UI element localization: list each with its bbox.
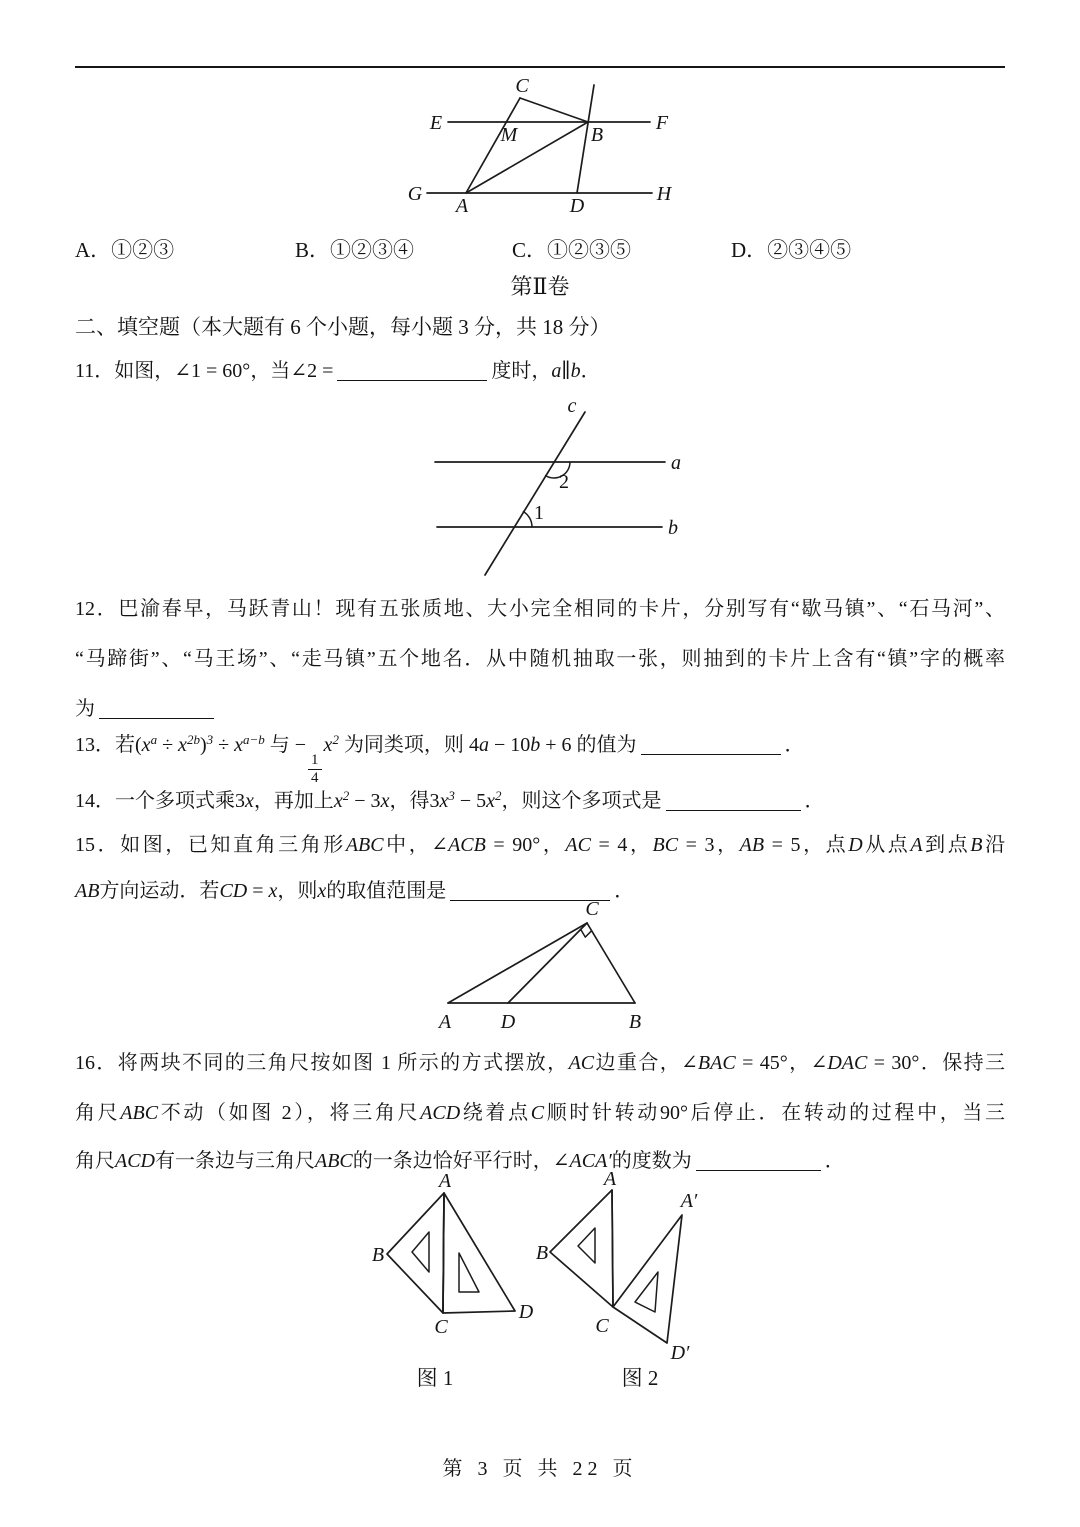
question-15-text-line1: [75, 830, 1005, 860]
question16-figures: [340, 1168, 760, 1410]
text-segment: = 3: [678, 834, 715, 856]
text-segment: 沿: [982, 834, 1006, 856]
text-segment: ABC: [345, 834, 384, 856]
text-segment: D: [848, 834, 863, 856]
text-segment: ，: [714, 834, 740, 856]
text-segment: 的一条边恰好平行时，: [352, 1150, 553, 1172]
line-label-b: b: [668, 517, 678, 539]
text-segment: B: [970, 834, 983, 856]
question-16-text-line1: [75, 1048, 1005, 1078]
text-segment: x: [317, 880, 327, 902]
text-segment: 12．巴渝春早，马跃青山！现有五张质地、大小完全相同的卡片，分别写有“歇马镇”、“石马河”、: [75, 598, 1005, 620]
option-d-value: ②③④⑤: [767, 238, 852, 262]
option-a-value: ①②③: [111, 238, 175, 262]
header-rule: [75, 66, 1005, 68]
fig2-point-label-C: C: [595, 1315, 609, 1337]
text-segment: 3: [206, 732, 214, 747]
text-segment: = 90°: [485, 834, 541, 856]
text-segment: ，得: [389, 790, 430, 812]
text-segment: 2: [342, 788, 350, 803]
text-segment: a: [150, 732, 158, 747]
point-label-C: C: [585, 898, 599, 920]
text-segment: 为同类项，则: [338, 734, 469, 756]
text-segment: ，当: [250, 360, 291, 382]
text-segment: b: [530, 734, 541, 756]
option-d: [731, 236, 851, 264]
text-segment: AB: [75, 880, 100, 902]
text-segment: AB: [739, 834, 765, 856]
point-label-A: A: [438, 1011, 452, 1033]
text-segment: ∠2 =: [290, 360, 334, 382]
text-segment: b: [570, 360, 581, 382]
text-segment: x: [323, 734, 333, 756]
text-segment: 4: [468, 734, 479, 756]
text-segment: − 5: [454, 790, 487, 812]
fig2-point-label-B: B: [535, 1242, 549, 1264]
text-segment: 11．如图，: [75, 360, 175, 382]
point-label-D: D: [500, 1011, 516, 1033]
text-segment: 13．若: [75, 734, 135, 756]
text-segment: 到点: [922, 834, 971, 856]
text-segment: 后停止．在转动的过程中，当三: [687, 1102, 1006, 1124]
text-segment: x: [234, 734, 243, 756]
fraction: [308, 752, 322, 788]
text-segment: 的取值范围是: [326, 880, 447, 902]
text-segment: BAC: [697, 1052, 736, 1074]
question-12-text-line1: [75, 594, 1005, 624]
text-segment: x: [333, 790, 343, 812]
text-segment: 90°: [659, 1102, 688, 1124]
text-segment: x: [486, 790, 496, 812]
text-segment: ，则: [277, 880, 318, 902]
text-segment: ACD: [420, 1102, 461, 1124]
fig1-point-label-D: D: [518, 1301, 534, 1323]
text-segment: 3: [448, 788, 455, 803]
question-16-text-line2: [75, 1098, 1005, 1128]
text-segment: = 45°: [735, 1052, 788, 1074]
text-segment: 为: [75, 698, 95, 720]
text-segment: =: [247, 880, 269, 902]
point-label-C: C: [515, 75, 529, 97]
section-title: 第Ⅱ卷: [510, 274, 570, 299]
text-segment: x: [178, 734, 187, 756]
text-segment: 不动（如图 2），将三角尺: [158, 1102, 421, 1124]
fig1-point-label-B: B: [371, 1244, 385, 1266]
text-segment: 15．如图，已知直角三角形: [75, 834, 346, 856]
text-segment: 顺时针转动: [544, 1102, 660, 1124]
line-label-c: c: [567, 395, 577, 417]
text-segment: 从点: [862, 834, 911, 856]
angle-2-label: 2: [559, 471, 569, 493]
text-segment: ，: [787, 1052, 811, 1074]
fraction-denominator: 4: [311, 770, 319, 787]
question-13-text: [75, 730, 1005, 788]
option-c: [512, 236, 631, 264]
point-label-F: F: [655, 112, 669, 134]
text-segment: 绕着点: [460, 1102, 531, 1124]
text-segment: −: [294, 734, 307, 756]
text-segment: = 4: [590, 834, 628, 856]
text-segment: ∠: [552, 1150, 570, 1172]
text-segment: ∠1 = 60°: [174, 360, 251, 382]
option-b: [295, 236, 414, 264]
point-label-M: M: [500, 124, 518, 146]
text-segment: ACD: [115, 1150, 155, 1172]
text-segment: ，点: [800, 834, 849, 856]
text-segment: A: [910, 834, 923, 856]
text-segment: DAC: [827, 1052, 868, 1074]
text-segment: ，则这个多项式是: [501, 790, 662, 812]
text-segment: 14．一个多项式乘: [75, 790, 235, 812]
text-segment: ACB: [448, 834, 486, 856]
option-c-label: C．: [512, 238, 548, 262]
text-segment: 3: [235, 790, 245, 812]
point-label-G: G: [407, 183, 423, 205]
text-segment: a−b: [242, 732, 265, 747]
question11-figure: [420, 395, 710, 578]
text-segment: ．: [614, 880, 635, 902]
text-segment: x: [439, 790, 449, 812]
option-c-value: ①②③⑤: [547, 238, 632, 262]
option-b-label: B．: [295, 238, 331, 262]
text-segment: AC: [568, 1052, 595, 1074]
text-segment: ．: [804, 790, 825, 812]
text-segment: 边重合，: [594, 1052, 682, 1074]
text-segment: AC: [565, 834, 591, 856]
point-label-B: B: [628, 1011, 642, 1033]
text-segment: 角尺: [75, 1102, 121, 1124]
text-segment: 3: [429, 790, 440, 812]
question-12-text-line2: [75, 644, 1005, 674]
text-segment: 度时，: [491, 360, 552, 382]
text-segment: 中，: [383, 834, 432, 856]
text-segment: ∠: [681, 1052, 698, 1074]
fig2-caption: 图 2: [621, 1366, 659, 1390]
text-segment: 有一条边与三角尺: [155, 1150, 315, 1172]
fig2-point-label-A-prime: A′: [680, 1190, 698, 1212]
text-segment: ): [199, 734, 207, 756]
question-14-text: [75, 786, 1005, 816]
text-segment: ACA′: [569, 1150, 612, 1172]
answer-blank: [99, 694, 214, 719]
fraction-numerator: 1: [308, 752, 322, 770]
text-segment: C: [530, 1102, 545, 1124]
text-segment: x: [268, 880, 278, 902]
point-label-D: D: [569, 195, 585, 217]
text-segment: x: [141, 734, 151, 756]
text-segment: a: [551, 360, 562, 382]
page-footer: 第 3 页 共 22 页: [442, 1458, 638, 1480]
text-segment: 2: [332, 732, 339, 747]
question-11-text: [75, 356, 1005, 386]
line-label-a: a: [671, 452, 681, 474]
answer-blank: [666, 786, 801, 811]
point-label-B: B: [590, 124, 604, 146]
option-b-value: ①②③④: [330, 238, 415, 262]
fig2-point-label-D-prime: D′: [670, 1342, 690, 1364]
text-segment: “马蹄街”、“马王场”、“走马镇”五个地名．从中随机抽取一张，则抽到的卡片上含有“镇”字的概率: [75, 648, 1005, 670]
angle-1-label: 1: [534, 502, 544, 524]
point-label-H: H: [656, 183, 672, 205]
text-segment: (: [135, 734, 142, 756]
text-segment: 角尺: [75, 1150, 115, 1172]
text-segment: ，再加上: [253, 790, 334, 812]
text-segment: 与: [264, 734, 295, 756]
answer-blank: [696, 1146, 821, 1171]
text-segment: ．: [784, 734, 805, 756]
question15-figure: [420, 898, 670, 1043]
text-segment: x: [245, 790, 254, 812]
question10-figure: [390, 75, 700, 230]
point-label-E: E: [429, 112, 443, 134]
text-segment: ÷: [213, 734, 235, 756]
text-segment: BC: [652, 834, 679, 856]
text-segment: ABC: [315, 1150, 353, 1172]
text-segment: − 10: [488, 734, 531, 756]
question-16-text-line3: [75, 1146, 1005, 1176]
fig1-caption: 图 1: [416, 1366, 454, 1390]
text-segment: ∥: [561, 360, 571, 382]
text-segment: + 6: [540, 734, 572, 756]
text-segment: 的值为: [571, 734, 637, 756]
text-segment: ．保持三: [919, 1052, 1006, 1074]
text-segment: 16．将两块不同的三角尺按如图 1 所示的方式摆放，: [75, 1052, 569, 1074]
fig2-point-label-A: A: [603, 1168, 617, 1190]
fig1-point-label-A: A: [438, 1170, 452, 1192]
text-segment: a: [478, 734, 489, 756]
text-segment: ．: [824, 1150, 845, 1172]
point-label-A: A: [455, 195, 469, 217]
option-d-label: D．: [731, 238, 768, 262]
text-segment: ∠: [810, 1052, 828, 1074]
text-segment: ，: [540, 834, 566, 856]
text-segment: − 3: [349, 790, 381, 812]
fig1-point-label-C: C: [434, 1316, 448, 1338]
text-segment: ∠: [431, 834, 449, 856]
option-a-label: A．: [75, 238, 112, 262]
option-a: [75, 236, 174, 264]
text-segment: = 30°: [867, 1052, 920, 1074]
text-segment: x: [380, 790, 390, 812]
text-segment: 2b: [186, 732, 200, 747]
text-segment: ．: [580, 360, 601, 382]
text-segment: 2: [495, 788, 502, 803]
answer-blank: [641, 730, 781, 755]
answer-blank: [337, 356, 487, 381]
text-segment: 方向运动．若: [99, 880, 220, 902]
text-segment: ÷: [157, 734, 179, 756]
text-segment: ABC: [120, 1102, 159, 1124]
fill-in-heading: 二、填空题（本大题有 6 个小题，每小题 3 分，共 18 分）: [75, 315, 611, 339]
text-segment: = 5: [764, 834, 801, 856]
text-segment: CD: [219, 880, 248, 902]
text-segment: 的度数为: [611, 1150, 692, 1172]
question-12-text-line3: [75, 694, 1005, 724]
text-segment: ，: [627, 834, 653, 856]
